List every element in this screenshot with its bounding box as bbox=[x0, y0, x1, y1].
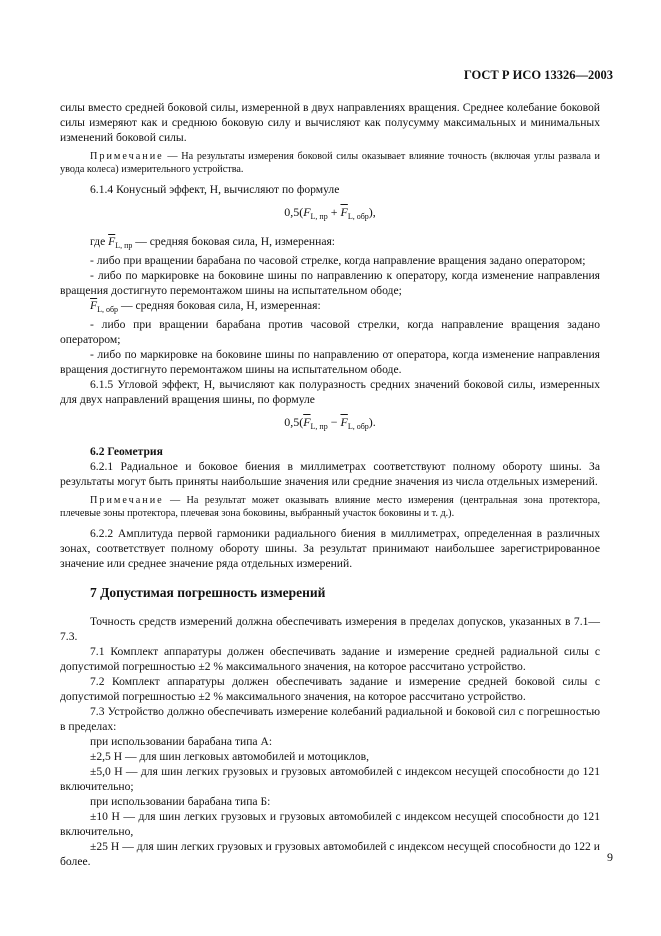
list-item: - либо при вращении барабана по часовой стрелке, когда направление вращения задано оператором; bbox=[90, 254, 586, 267]
list-item: ±2,5 Н — для шин легковых автомобилей и мотоциклов, bbox=[90, 750, 370, 763]
paragraph-7-2: 7.2 Комплект аппаратуры должен обеспечивать задание и измерение средней боковой силы с допустимой погрешностью ±2 % максимального значения, на которое рассчитано устройство. bbox=[60, 675, 600, 703]
note-text: — На результат может оказывать влияние место измерения (центральная зона протектора, плечевые зоны протектора, плечевая зона боковины, выбранный участок боковины и т. д.). bbox=[60, 495, 600, 519]
note-label: Примечание bbox=[90, 151, 164, 162]
drum-a-label: при использовании барабана типа А: bbox=[90, 735, 273, 748]
section-heading-7: 7 Допустимая погрешность измерений bbox=[90, 585, 326, 600]
list-item: - либо по маркировке на боковине шины по направлению от оператора, когда изменение направления вращения достигнуто перемонтажом шины на испытательном ободе. bbox=[60, 348, 600, 376]
definition-f-pr: где $\overline{F}_{L, пр}$ — средняя боковая сила, Н, измеренная: bbox=[90, 235, 336, 250]
paragraph-6-1-5: 6.1.5 Угловой эффект, Н, вычисляют как полуразность средних значений боковой силы, измеренных для двух направлений вращения шины, по формуле bbox=[60, 378, 600, 406]
paragraph-intro: силы вместо средней боковой силы, измеренной в двух направлениях вращения. Среднее колебание боковой силы измеряют как и среднюю боковую силу и вычисляют как полусумму максимальных и минимальных изменений боковой силы. bbox=[60, 101, 600, 144]
note-label: Примечание bbox=[90, 495, 164, 506]
paragraph-6-1-4: 6.1.4 Конусный эффект, Н, вычисляют по формуле bbox=[90, 183, 340, 196]
list-item: ±25 Н — для шин легких грузовых и грузовых автомобилей с индексом несущей способности до 122 и более. bbox=[60, 840, 600, 868]
drum-b-label: при использовании барабана типа Б: bbox=[90, 795, 271, 808]
standard-header: ГОСТ Р ИСО 13326—2003 bbox=[463, 68, 613, 82]
list-item: - либо при вращении барабана против часовой стрелки, когда направление вращения задано оператором; bbox=[60, 318, 600, 346]
list-item: - либо по маркировке на боковине шины по направлению к оператору, когда изменение направления вращения достигнуто перемонтажом шины на испытательном ободе; bbox=[60, 269, 600, 297]
paragraph-6-2-2: 6.2.2 Амплитуда первой гармоники радиального биения в миллиметрах, определенная в различных зонах, соответствует полному обороту шины. За результат принимают наибольшее зарегистрированное значение или среднее значение ряда отдельных измерений. bbox=[60, 527, 600, 570]
definition-f-obr: $\overline{F}_{L, обр}$ — средняя боковая сила, Н, измеренная: bbox=[90, 299, 321, 314]
formula-cone-effect: $0,5(F_{L, пр} + \overline{F}_{L, обр})$, bbox=[284, 205, 376, 221]
paragraph-7-intro: Точность средств измерений должна обеспечивать измерения в пределах допусков, указанных в 7.1—7.3. bbox=[60, 615, 600, 643]
paragraph-6-2-1: 6.2.1 Радиальное и боковое биения в миллиметрах соответствуют полному обороту шины. За результаты могут быть приняты наибольшие значения или средние значения из числа отдельных измерений. bbox=[60, 460, 600, 488]
formula-angle-effect: $0,5(\overline{F}_{L, пр} - \overline{F}_{L, обр})$. bbox=[284, 415, 376, 431]
note-2 bbox=[60, 494, 600, 520]
paragraph-7-3: 7.3 Устройство должно обеспечивать измерение колебаний радиальной и боковой сил с погрешностью в пределах: bbox=[60, 705, 600, 733]
section-heading-6-2: 6.2 Геометрия bbox=[90, 445, 163, 458]
page-number: 9 bbox=[607, 850, 613, 864]
list-item: ±10 Н — для шин легких грузовых и грузовых автомобилей с индексом несущей способности до 121 включительно, bbox=[60, 810, 600, 838]
note-1 bbox=[60, 150, 600, 176]
note-text: — На результаты измерения боковой силы оказывает влияние точность (включая углы развала и увода колеса) измерительного устройства. bbox=[60, 151, 600, 175]
list-item: ±5,0 Н — для шин легких грузовых и грузовых автомобилей с индексом несущей способности до 121 включительно; bbox=[60, 765, 600, 793]
document-body bbox=[60, 100, 600, 869]
paragraph-7-1: 7.1 Комплект аппаратуры должен обеспечивать задание и измерение средней радиальной силы с допустимой погрешностью ±2 % максимального значения, на которое рассчитано устройство. bbox=[60, 645, 600, 673]
